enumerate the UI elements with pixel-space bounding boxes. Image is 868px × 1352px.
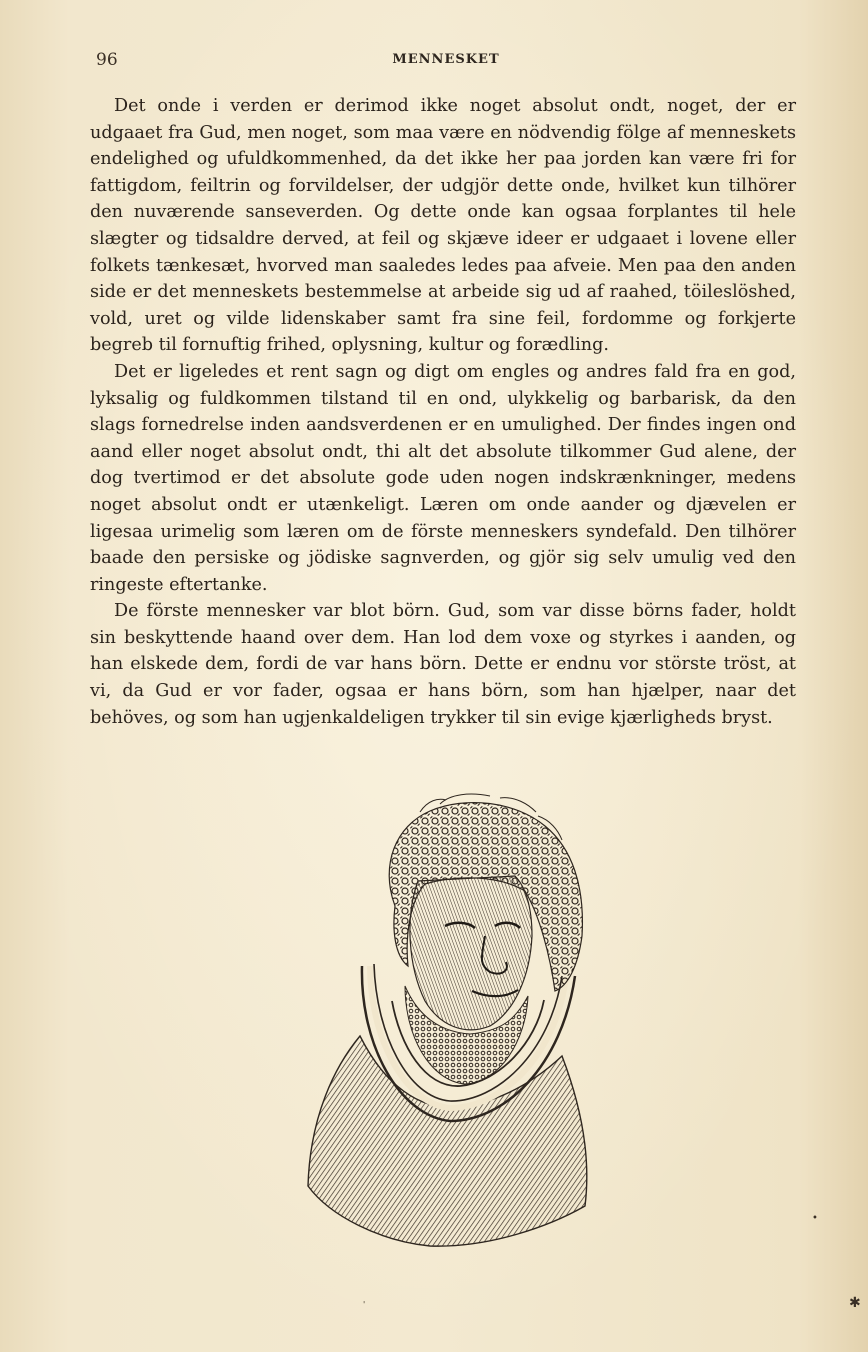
- page-header: [96, 50, 796, 72]
- running-title: MENNESKET: [392, 52, 500, 67]
- paragraph-2: Det er ligeledes et rent sagn og digt om engles og andres fald fra en god, lyksalig og fuldkommen tilstand til en ond, ulykkelig og barbarisk, da den slags fornedrelse inden aandsverdenen er en umulighed. Der findes ingen ond aand eller noget absolut ondt, thi alt det absolute tilkommer Gud alene, der dog tvertimod er det absolute gode uden nogen indskrænkninger, medens noget absolut ondt er utænkeligt. Læren om onde aander og djævelen er ligesaa urimelig som læren om de förste menneskers syndefald. Den tilhörer baade den persiske og jödiske sagnverden, og gjör sig selv umulig ved den ringeste eftertanke.: [90, 361, 796, 595]
- body-text: [90, 93, 796, 731]
- print-speck: ': [363, 1300, 366, 1309]
- portrait-engraving: [300, 786, 600, 1256]
- paragraph-3: De förste mennesker var blot börn. Gud, som var disse börns fader, holdt sin beskyttende haand over dem. Han lod dem voxe og styrkes i aanden, og han elskede dem, fordi de var hans börn. Dette er endnu vor störste tröst, at vi, da Gud er vor fader, ogsaa er hans börn, som han hjælper, naar det behöves, og som han ugjenkaldeligen trykker til sin evige kjærligheds bryst.: [90, 601, 796, 728]
- page-number: 96: [96, 50, 118, 70]
- print-speck: ✱: [849, 1295, 861, 1311]
- print-speck: •: [812, 1213, 818, 1224]
- paragraph-1: Det onde i verden er derimod ikke noget absolut ondt, noget, der er udgaaet fra Gud, men noget, som maa være en nödvendig fölge af menneskets endelighed og ufuldkommenhed, da det ikke her paa jorden kan være fri for fattigdom, feiltrin og forvildelser, der udgjör dette onde, hvilket kun tilhörer den nuværende sanseverden. Og dette onde kan ogsaa forplantes til hele slægter og tidsaldre derved, at feil og skjæve ideer er udgaaet i lovene eller folkets tænkesæt, hvorved man saaledes ledes paa afveie. Men paa den anden side er det menneskets bestemmelse at arbeide sig ud af raahed, töileslöshed, vold, uret og vilde lidenskaber samt fra sine feil, fordomme og forkjerte begreb til fornuftig frihed, oplysning, kultur og forædling.: [90, 96, 796, 356]
